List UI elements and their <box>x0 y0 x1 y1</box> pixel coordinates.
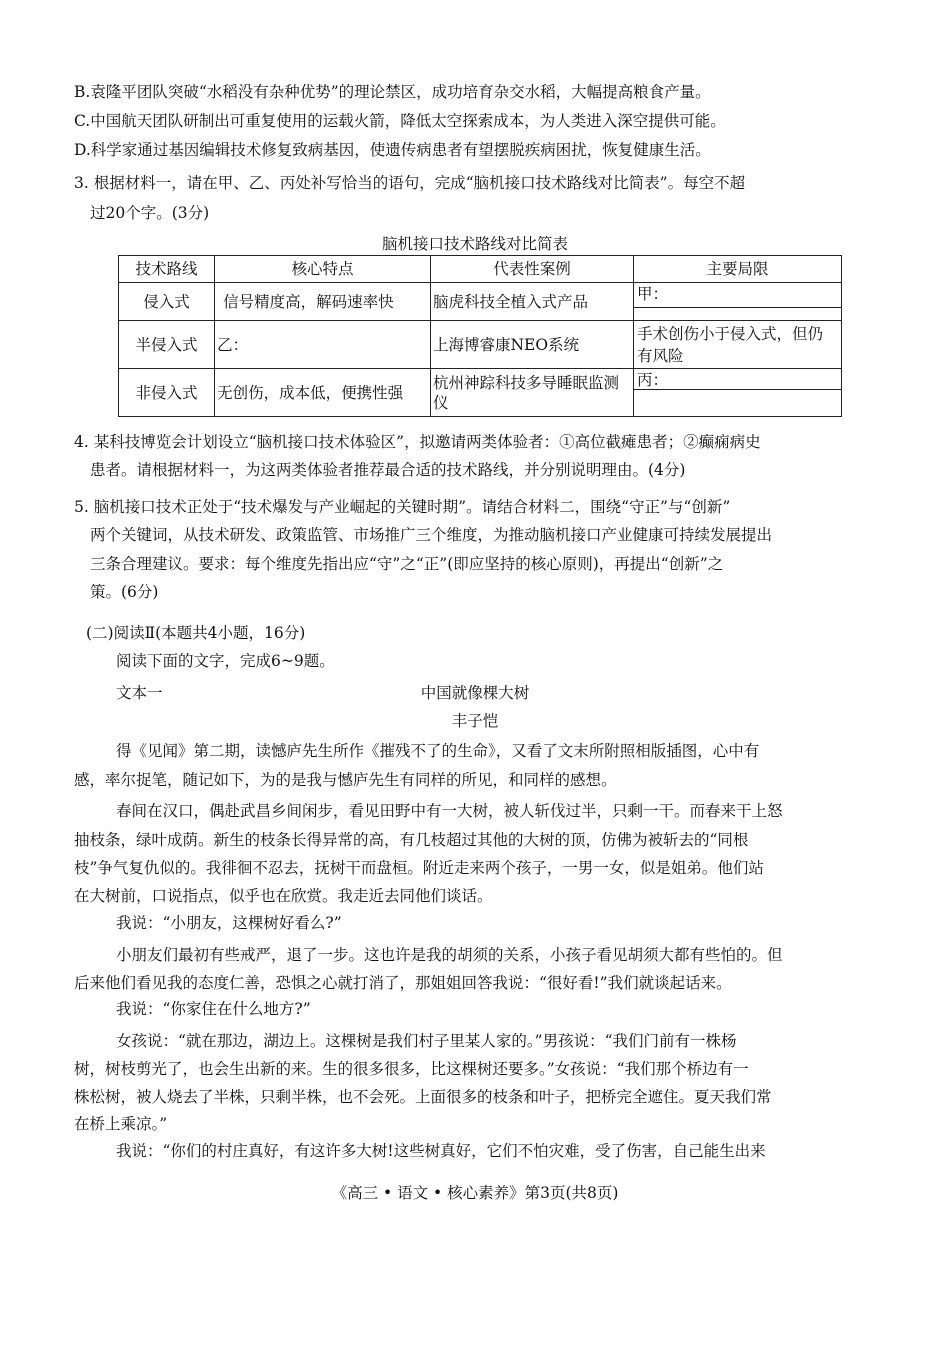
cell-limit <box>634 283 842 321</box>
table-title: 脑机接口技术路线对比简表 <box>381 235 568 253</box>
article-line: 枝”争气复仇似的。我徘徊不忍去，抚树干而盘桓。附近走来两个孩子，一男一女，似是姐弟。他们站 <box>74 859 764 877</box>
cell-route: 半侵入式 <box>119 321 215 369</box>
article-line: 感，率尔捉笔，随记如下，为的是我与憾庐先生有同样的所见，和同样的感想。 <box>74 771 617 789</box>
header-feature: 核心特点 <box>215 256 431 283</box>
cell-route: 侵入式 <box>119 283 215 321</box>
comparison-table <box>118 255 842 417</box>
header-limit: 主要局限 <box>634 256 842 283</box>
question-5-line1: 5. 脑机接口技术正处于“技术爆发与产业崛起的关键时期”。请结合材料二，围绕“守正”与“创新” <box>74 498 731 516</box>
section-heading: (二)阅读Ⅱ(本题共4小题，16分) <box>86 624 306 642</box>
option-b: B.袁隆平团队突破“水稻没有杂种优势”的理论禁区，成功培育杂交水稻，大幅提高粮食产量。 <box>74 83 711 101</box>
article-line: 春间在汉口，偶赴武昌乡间闲步，看见田野中有一大树，被人斩伐过半，只剩一干。而春来干上怒 <box>116 802 783 820</box>
question-5-line3: 三条合理建议。要求：每个维度先指出应“守”之“正”(即应坚持的核心原则)，再提出“创新”之 <box>90 555 724 573</box>
article-line: 我说：“小朋友，这棵树好看么?” <box>116 914 342 932</box>
cell-limit: 手术创伤小于侵入式，但仍有风险 <box>634 321 842 369</box>
header-route: 技术路线 <box>119 256 215 283</box>
cell-feature: 无创伤，成本低，便携性强 <box>215 369 431 417</box>
question-4-line2: 患者。请根据材料一，为这两类体验者推荐最合适的技术路线，并分别说明理由。(4分) <box>90 461 686 479</box>
question-4-line1: 4. 某科技博览会计划设立“脑机接口技术体验区”，拟邀请两类体验者：①高位截瘫患者；②癫痫病史 <box>74 433 761 451</box>
article-line: 后来他们看见我的态度仁善，恐惧之心就打消了，那姐姐回答我说：“很好看!”我们就谈起话来。 <box>74 974 732 992</box>
question-5-line4: 策。(6分) <box>90 583 159 601</box>
option-d: D.科学家通过基因编辑技术修复致病基因，使遗传病患者有望摆脱疾病困扰，恢复健康生活。 <box>74 141 711 159</box>
question-3-line1: 3. 根据材料一，请在甲、乙、丙处补写恰当的语句，完成“脑机接口技术路线对比简表”。每空不超 <box>74 174 746 192</box>
table-row <box>119 283 842 321</box>
table-header-row <box>119 256 842 283</box>
blank-bing: 丙： <box>634 369 841 390</box>
option-c: C.中国航天团队研制出可重复使用的运载火箭，降低太空探索成本，为人类进入深空提供可能。 <box>74 112 726 130</box>
cell-case: 杭州神踪科技多导睡眠监测仪 <box>430 369 633 417</box>
page-footer: 《高三 • 语文 • 核心素养》第3页(共8页) <box>331 1184 619 1202</box>
article-line: 得《见闻》第二期，读憾庐先生所作《摧残不了的生命》，又看了文末所附照相版插图，心中有 <box>116 742 760 760</box>
article-line: 树，树枝剪光了，也会生出新的来。生的很多很多，比这棵树还要多。”女孩说：“我们那个桥边有一 <box>74 1060 749 1078</box>
article-line: 在大树前，口说指点，似乎也在欣赏。我走近去同他们谈话。 <box>74 887 493 905</box>
article-author: 丰子恺 <box>451 712 499 730</box>
cell-route: 非侵入式 <box>119 369 215 417</box>
question-3-line2: 过20个字。(3分) <box>90 204 210 222</box>
table-row <box>119 321 842 369</box>
table-row <box>119 369 842 417</box>
header-case: 代表性案例 <box>430 256 633 283</box>
blank-yi: 乙： <box>215 321 431 369</box>
blank-jia: 甲： <box>634 283 841 308</box>
article-line: 女孩说：“就在那边，湖边上。这棵树是我们村子里某人家的。”男孩说：“我们门前有一株杨 <box>116 1032 737 1050</box>
cell-case: 脑虎科技全植入式产品 <box>430 283 633 321</box>
text-label: 文本一 <box>116 684 163 702</box>
article-line: 株松树，被人烧去了半株，只剩半株，也不会死。上面很多的枝条和叶子，把桥完全遮住。夏天我们常 <box>74 1088 772 1106</box>
cell-case: 上海博睿康NEO系统 <box>430 321 633 369</box>
article-line: 我说：“你家住在什么地方?” <box>116 1000 311 1018</box>
article-line: 在桥上乘凉。” <box>74 1115 168 1133</box>
section-instruction: 阅读下面的文字，完成6~9题。 <box>116 652 335 670</box>
article-line: 抽枝条，绿叶成荫。新生的枝条长得异常的高，有几枝超过其他的大树的顶，仿佛为被斩去的“同根 <box>74 831 749 849</box>
article-line: 我说：“你们的村庄真好，有这许多大树!这些树真好，它们不怕灾难，受了伤害，自己能生出来 <box>116 1142 766 1160</box>
cell-feature: 信号精度高，解码速率快 <box>215 283 431 321</box>
article-title: 中国就像棵大树 <box>420 684 530 702</box>
article-line: 小朋友们最初有些戒严，退了一步。这也许是我的胡须的关系，小孩子看见胡须大都有些怕的。但 <box>116 946 783 964</box>
question-5-line2: 两个关键词，从技术研发、政策监管、市场推广三个维度，为推动脑机接口产业健康可持续发展提出 <box>90 526 773 544</box>
cell-limit <box>634 369 842 417</box>
